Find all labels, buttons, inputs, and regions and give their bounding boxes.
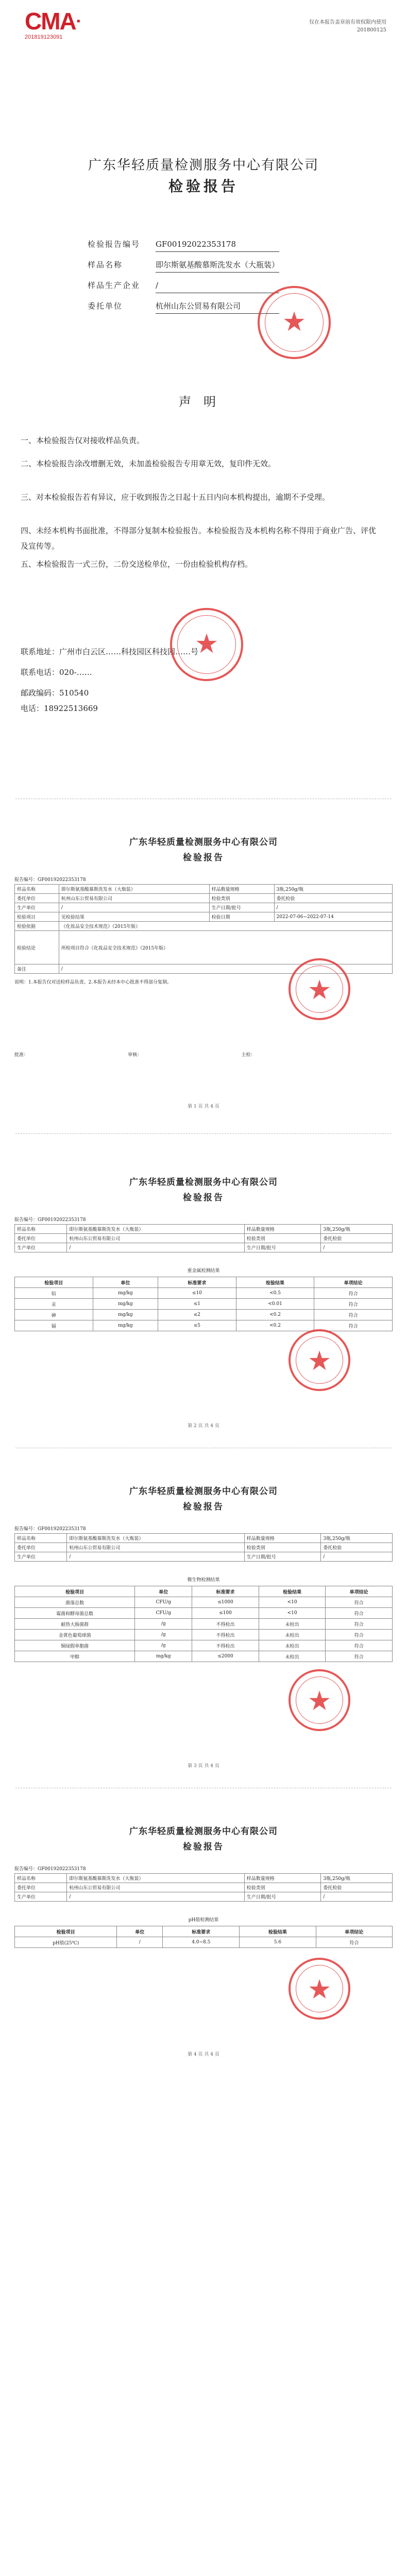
table-row bbox=[15, 1892, 393, 1902]
cell: 未检出 bbox=[259, 1630, 326, 1640]
contact-line: 联系电话：020-…… bbox=[21, 668, 92, 677]
result-caption: 重金属检测结果 bbox=[187, 1268, 220, 1274]
cell: 3瓶,250g/瓶 bbox=[274, 885, 392, 894]
cell: 符合 bbox=[326, 1608, 393, 1619]
table-row bbox=[15, 931, 393, 964]
cell: ≤5 bbox=[158, 1320, 236, 1331]
info-table bbox=[14, 1873, 393, 1902]
report-org: 广东华轻质量检测服务中心有限公司 bbox=[129, 1486, 278, 1497]
cell: 铅 bbox=[15, 1288, 93, 1299]
cell: 样品数量规格 bbox=[244, 1534, 321, 1543]
cell: <0.2 bbox=[236, 1310, 314, 1320]
table-row bbox=[15, 1651, 393, 1662]
field-label: 检验报告编号 bbox=[88, 240, 141, 249]
cell: 符合 bbox=[326, 1651, 393, 1662]
cell: 杭州山东公贸易有限公司 bbox=[59, 894, 209, 903]
column-header: 标准要求 bbox=[163, 1926, 240, 1937]
table-row bbox=[15, 903, 393, 912]
cell: 样品数量规格 bbox=[244, 1874, 321, 1883]
report-org: 广东华轻质量检测服务中心有限公司 bbox=[129, 837, 278, 848]
column-header: 单位 bbox=[93, 1277, 158, 1288]
table-row bbox=[15, 1320, 393, 1331]
statement-title: 声明 bbox=[179, 395, 228, 409]
cell: 3瓶,250g/瓶 bbox=[321, 1874, 393, 1883]
table-row bbox=[15, 1299, 393, 1310]
cell: 检验依据 bbox=[15, 922, 59, 931]
cell: 即尔斯氨基酸慕斯洗发水（大瓶装） bbox=[59, 885, 209, 894]
top-note-line: 仅在本报告盖章前有效权限内使用 bbox=[309, 20, 386, 25]
column-header: 检验结果 bbox=[240, 1926, 316, 1937]
cell: 生产单位 bbox=[15, 1892, 67, 1902]
table-head-row bbox=[15, 1277, 393, 1288]
cell: 即尔斯氨基酸慕斯洗发水（大瓶装） bbox=[67, 1874, 244, 1883]
cell: / bbox=[67, 1892, 244, 1902]
cell: 金黄色葡萄球菌 bbox=[15, 1630, 135, 1640]
sign-label: 审核： bbox=[128, 1053, 142, 1058]
cell: <0.5 bbox=[236, 1288, 314, 1299]
result-table bbox=[14, 1926, 393, 1948]
cell: 即尔斯氨基酸慕斯洗发水（大瓶装） bbox=[67, 1225, 244, 1234]
cell: 见检验结果 bbox=[59, 912, 209, 922]
table-row bbox=[15, 1619, 393, 1630]
cell: / bbox=[67, 1552, 244, 1562]
report-number: 报告编号：GF00192022353178 bbox=[14, 1527, 86, 1532]
cell: 委托检验 bbox=[274, 894, 392, 903]
cell: / bbox=[274, 903, 392, 912]
top-note bbox=[309, 19, 386, 34]
cell: 符合 bbox=[314, 1288, 393, 1299]
table-row bbox=[15, 894, 393, 903]
cell: 所检项目符合《化妆品安全技术规范》（2015年版） bbox=[59, 931, 392, 964]
cell: 3瓶,250g/瓶 bbox=[321, 1225, 393, 1234]
table-row bbox=[15, 1310, 393, 1320]
official-seal: ★ bbox=[258, 286, 331, 359]
report-note: 说明：1.本报告仅对送检样品负责。2.本报告未经本中心批准不得部分复制。 bbox=[14, 980, 172, 985]
cma-number: 201819123091 bbox=[25, 34, 63, 40]
field-value: 杭州山东公贸易有限公司 bbox=[156, 299, 279, 314]
contact-line: 邮政编码：510540 bbox=[21, 688, 89, 698]
info-table bbox=[14, 1224, 393, 1252]
field-value: / bbox=[156, 278, 279, 293]
official-seal: ★ bbox=[289, 1669, 350, 1731]
cell: 委托检验 bbox=[321, 1234, 393, 1243]
table-head-row bbox=[15, 1586, 393, 1597]
cell: <0.01 bbox=[236, 1299, 314, 1310]
cell: 不得检出 bbox=[192, 1619, 259, 1630]
cell: 样品数量规格 bbox=[209, 885, 274, 894]
cell: 样品名称 bbox=[15, 1534, 67, 1543]
field-label: 样品生产企业 bbox=[88, 281, 141, 290]
report-title: 检验报告 bbox=[183, 1193, 224, 1203]
contact-line: 电话：18922513669 bbox=[21, 704, 98, 713]
cell: CFU/g bbox=[135, 1608, 192, 1619]
page-footer: 第 4 页 共 4 页 bbox=[188, 2052, 219, 2057]
cover-field bbox=[88, 258, 279, 273]
contact-line: 联系地址：广州市白云区……科技园区科技园……号 bbox=[21, 647, 199, 656]
table-row bbox=[15, 1630, 393, 1640]
cell: 符合 bbox=[316, 1937, 392, 1948]
cell: 铜绿假单胞菌 bbox=[15, 1640, 135, 1651]
official-seal: ★ bbox=[289, 958, 350, 1020]
signature-row bbox=[14, 1051, 393, 1058]
report-title: 检验报告 bbox=[183, 1842, 224, 1852]
cell: 符合 bbox=[314, 1299, 393, 1310]
statement-item: 二、本检验报告涂改增删无效，未加盖检验报告专用章无效，复印件无效。 bbox=[21, 459, 276, 468]
cell: / bbox=[59, 964, 392, 974]
cell: 检验日期 bbox=[209, 912, 274, 922]
info-table bbox=[14, 884, 393, 974]
cell: 检验类别 bbox=[244, 1234, 321, 1243]
statement-item: 一、本检验报告仅对接收样品负责。 bbox=[21, 436, 145, 445]
info-table bbox=[14, 1533, 393, 1562]
cell: ≤100 bbox=[192, 1608, 259, 1619]
column-header: 单项结论 bbox=[314, 1277, 393, 1288]
field-value: 即尔斯氨基酸慕斯洗发水（大瓶装） bbox=[156, 258, 279, 273]
cell: mg/kg bbox=[93, 1288, 158, 1299]
cell: / bbox=[321, 1243, 393, 1252]
cell: 委托检验 bbox=[321, 1543, 393, 1552]
cell: mg/kg bbox=[93, 1320, 158, 1331]
cma-logo: CMA ▪ bbox=[25, 8, 79, 35]
column-header: 检验项目 bbox=[15, 1586, 135, 1597]
table-row bbox=[15, 1937, 393, 1948]
cell: ≤2 bbox=[158, 1310, 236, 1320]
cell: 杭州山东公贸易有限公司 bbox=[67, 1543, 244, 1552]
column-header: 单项结论 bbox=[316, 1926, 392, 1937]
cell: 委托单位 bbox=[15, 1883, 67, 1892]
table-row bbox=[15, 1243, 393, 1252]
cell: 符合 bbox=[326, 1640, 393, 1651]
cell: mg/kg bbox=[93, 1299, 158, 1310]
cell: 委托检验 bbox=[321, 1883, 393, 1892]
cell: / bbox=[321, 1892, 393, 1902]
page-footer: 第 2 页 共 4 页 bbox=[188, 1423, 219, 1429]
cell: 生产单位 bbox=[15, 1243, 67, 1252]
cell: 委托单位 bbox=[15, 1543, 67, 1552]
cell: ≤2000 bbox=[192, 1651, 259, 1662]
cover-field bbox=[88, 299, 279, 314]
statement-item: 四、未经本机构书面批准，不得部分复制本检验报告。本检验报告及本机构名称不得用于商业广告、评优及宣传等。 bbox=[21, 526, 377, 551]
statement-item: 五、本检验报告一式三份，二份交送检单位，一份由检验机构存档。 bbox=[21, 560, 253, 569]
cell: 备注 bbox=[15, 964, 59, 974]
page-footer: 第 3 页 共 4 页 bbox=[188, 1764, 219, 1769]
table-row bbox=[15, 1608, 393, 1619]
cell: 符合 bbox=[326, 1630, 393, 1640]
cell: / bbox=[67, 1243, 244, 1252]
sign-label: 批准： bbox=[14, 1053, 29, 1058]
table-row bbox=[15, 1552, 393, 1562]
cell: 不得检出 bbox=[192, 1630, 259, 1640]
column-header: 检验结果 bbox=[259, 1586, 326, 1597]
result-table bbox=[14, 1586, 393, 1662]
column-header: 单项结论 bbox=[326, 1586, 393, 1597]
cma-mark bbox=[25, 9, 87, 40]
table-row bbox=[15, 1543, 393, 1552]
result-caption: 微生物检测结果 bbox=[187, 1578, 220, 1583]
cell: 即尔斯氨基酸慕斯洗发水（大瓶装） bbox=[67, 1534, 244, 1543]
cell: 检验类别 bbox=[244, 1883, 321, 1892]
cell: 生产日期/批号 bbox=[244, 1892, 321, 1902]
cell: 检验类别 bbox=[244, 1543, 321, 1552]
cell: 未检出 bbox=[259, 1640, 326, 1651]
cell: 5.6 bbox=[240, 1937, 316, 1948]
cell: mg/kg bbox=[135, 1651, 192, 1662]
cell: 砷 bbox=[15, 1310, 93, 1320]
cell: mg/kg bbox=[93, 1310, 158, 1320]
cell: / bbox=[117, 1937, 163, 1948]
official-seal: ★ bbox=[289, 1958, 350, 2020]
cell: 霉菌和酵母菌总数 bbox=[15, 1608, 135, 1619]
field-value: GF00192022353178 bbox=[156, 237, 279, 252]
cell: 生产日期/批号 bbox=[244, 1552, 321, 1562]
cell: 《化妆品安全技术规范》（2015年版） bbox=[59, 922, 392, 931]
report-number: 报告编号：GF00192022353178 bbox=[14, 1217, 86, 1223]
cell: 符合 bbox=[314, 1320, 393, 1331]
official-seal: ★ bbox=[289, 1329, 350, 1391]
cover-field bbox=[88, 237, 279, 252]
cell: 汞 bbox=[15, 1299, 93, 1310]
page-divider bbox=[15, 1133, 392, 1134]
cell: 菌落总数 bbox=[15, 1597, 135, 1608]
cell: <0.2 bbox=[236, 1320, 314, 1331]
column-header: 标准要求 bbox=[158, 1277, 236, 1288]
cell: 委托单位 bbox=[15, 894, 59, 903]
cell: 甲醇 bbox=[15, 1651, 135, 1662]
report-org: 广东华轻质量检测服务中心有限公司 bbox=[129, 1177, 278, 1188]
table-row bbox=[15, 1874, 393, 1883]
cell: ≤1000 bbox=[192, 1597, 259, 1608]
cell: 样品名称 bbox=[15, 885, 59, 894]
cell: / bbox=[321, 1552, 393, 1562]
cell: 2022-07-06~2022-07-14 bbox=[274, 912, 392, 922]
column-header: 检验结果 bbox=[236, 1277, 314, 1288]
table-row bbox=[15, 1234, 393, 1243]
cover-org-name: 广东华轻质量检测服务中心有限公司 bbox=[88, 158, 319, 173]
cell: 检验类别 bbox=[209, 894, 274, 903]
cell: 3瓶,250g/瓶 bbox=[321, 1534, 393, 1543]
cell: 生产日期/批号 bbox=[244, 1243, 321, 1252]
column-header: 单位 bbox=[135, 1586, 192, 1597]
report-number: 报告编号：GF00192022353178 bbox=[14, 1867, 86, 1872]
column-header: 检验项目 bbox=[15, 1926, 117, 1937]
table-row bbox=[15, 922, 393, 931]
cell: 检验项目 bbox=[15, 912, 59, 922]
report-number: 报告编号：GF00192022353178 bbox=[14, 877, 86, 883]
table-row bbox=[15, 1597, 393, 1608]
cell: /g bbox=[135, 1619, 192, 1630]
cover-field bbox=[88, 278, 279, 293]
page-footer: 第 1 页 共 4 页 bbox=[188, 1104, 219, 1109]
cell: 样品名称 bbox=[15, 1874, 67, 1883]
report-title: 检验报告 bbox=[183, 853, 224, 863]
cell: 检验结论 bbox=[15, 931, 59, 964]
cover-doc-title: 检验报告 bbox=[168, 178, 239, 195]
cell: / bbox=[59, 903, 209, 912]
table-row bbox=[15, 1534, 393, 1543]
report-title: 检验报告 bbox=[183, 1502, 224, 1512]
table-row bbox=[15, 885, 393, 894]
table-head-row bbox=[15, 1926, 393, 1937]
field-label: 样品名称 bbox=[88, 260, 123, 269]
cell: 符合 bbox=[326, 1619, 393, 1630]
sign-label: 主检： bbox=[241, 1053, 256, 1058]
table-row bbox=[15, 1288, 393, 1299]
result-table bbox=[14, 1277, 393, 1331]
field-label: 委托单位 bbox=[88, 301, 123, 311]
column-header: 检验项目 bbox=[15, 1277, 93, 1288]
cell: 委托单位 bbox=[15, 1234, 67, 1243]
table-row bbox=[15, 912, 393, 922]
official-seal: ★ bbox=[170, 608, 243, 681]
cell: 杭州山东公贸易有限公司 bbox=[67, 1883, 244, 1892]
cell: 镉 bbox=[15, 1320, 93, 1331]
cell: ≤1 bbox=[158, 1299, 236, 1310]
report-org: 广东华轻质量检测服务中心有限公司 bbox=[129, 1826, 278, 1837]
result-caption: pH值检测结果 bbox=[188, 1918, 219, 1923]
column-header: 单位 bbox=[117, 1926, 163, 1937]
cell: 耐热大肠菌群 bbox=[15, 1619, 135, 1630]
table-row bbox=[15, 1225, 393, 1234]
cell: 样品名称 bbox=[15, 1225, 67, 1234]
table-row bbox=[15, 1883, 393, 1892]
cell: 生产单位 bbox=[15, 1552, 67, 1562]
cell: 符合 bbox=[326, 1597, 393, 1608]
cell: ≤10 bbox=[158, 1288, 236, 1299]
cell: /g bbox=[135, 1640, 192, 1651]
cell: 样品数量规格 bbox=[244, 1225, 321, 1234]
cell: /g bbox=[135, 1630, 192, 1640]
top-note-line: 201800125 bbox=[357, 27, 386, 33]
cell: 未检出 bbox=[259, 1619, 326, 1630]
cell: 不得检出 bbox=[192, 1640, 259, 1651]
cell: <10 bbox=[259, 1608, 326, 1619]
cell: CFU/g bbox=[135, 1597, 192, 1608]
cell: 未检出 bbox=[259, 1651, 326, 1662]
column-header: 标准要求 bbox=[192, 1586, 259, 1597]
cell: pH值(25℃) bbox=[15, 1937, 117, 1948]
cell: 杭州山东公贸易有限公司 bbox=[67, 1234, 244, 1243]
table-row bbox=[15, 1640, 393, 1651]
cell: 生产单位 bbox=[15, 903, 59, 912]
cell: 生产日期/批号 bbox=[209, 903, 274, 912]
statement-item: 三、对本检验报告若有异议，应于收到报告之日起十五日内向本机构提出，逾期不予受理。 bbox=[21, 493, 330, 502]
cell: <10 bbox=[259, 1597, 326, 1608]
cell: 4.0~8.5 bbox=[163, 1937, 240, 1948]
cell: 符合 bbox=[314, 1310, 393, 1320]
